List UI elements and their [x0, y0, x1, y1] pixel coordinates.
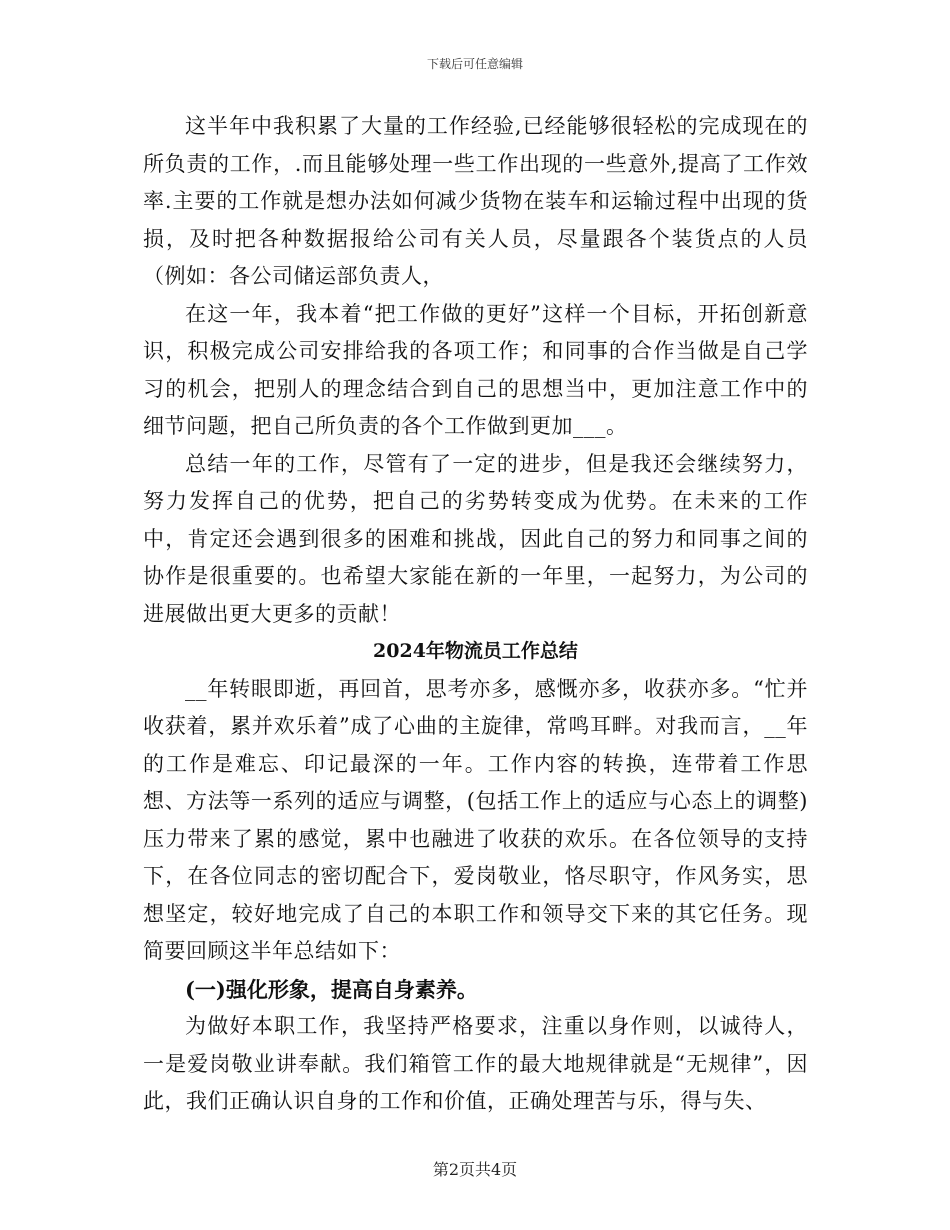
paragraph-summary: 总结一年的工作，尽管有了一定的进步，但是我还会继续努力，努力发挥自己的优势，把自己的劣势转变成为优势。在未来的工作中，肯定还会遇到很多的困难和挑战，因此自己的努力和同事之间的协作是很重要的。也希望大家能在新的一年里，一起努力，为公司的进展做出更大更多的贡献！ [143, 451, 808, 626]
page-number: 第2页共4页 [432, 1160, 518, 1179]
page-header: 下载后可任意编辑 [426, 57, 523, 71]
document-title: 2024年物流员工作总结 [373, 640, 578, 662]
document-body [143, 108, 808, 1121]
paragraph-experience: 这半年中我积累了大量的工作经验,已经能够很轻松的完成现在的所负责的工作，.而且能够处理一些工作出现的一些意外,提高了工作效率.主要的工作就是想办法如何减少货物在装车和运输过程中出现的货损，及时把各种数据报给公司有关人员，尽量跟各个装货点的人员（例如：各公司储运部负责人， [143, 114, 808, 288]
section-heading: (一)强化形象，提高自身素养。 [185, 976, 478, 1002]
paragraph-goal: 在这一年，我本着“把工作做的更好”这样一个目标，开拓创新意识，积极完成公司安排给我的各项工作；和同事的合作当做是自己学习的机会，把别人的理念结合到自己的思想当中，更加注意工作中的细节问题，把自己所负责的各个工作做到更加___。 [143, 301, 808, 438]
paragraph-dedication: 为做好本职工作，我坚持严格要求，注重以身作则，以诚待人，一是爱岗敬业讲奉献。我们箱管工作的最大地规律就是“无规律”，因此，我们正确认识自身的工作和价值，正确处理苦与乐，得与失、 [143, 1014, 808, 1113]
paragraph-intro: __年转眼即逝，再回首，思考亦多，感慨亦多，收获亦多。“忙并收获着，累并欢乐着”成了心曲的主旋律，常鸣耳畔。对我而言，__年的工作是难忘、印记最深的一年。工作内容的转换，连带着工作思想、方法等一系列的适应与调整，(包括工作上的适应与心态上的调整)压力带来了累的感觉，累中也融进了收获的欢乐。在各位领导的支持下，在各位同志的密切配合下，爱岗敬业，恪尽职守，作风务实，思想坚定，较好地完成了自己的本职工作和领导交下来的其它任务。现简要回顾这半年总结如下： [143, 676, 808, 963]
